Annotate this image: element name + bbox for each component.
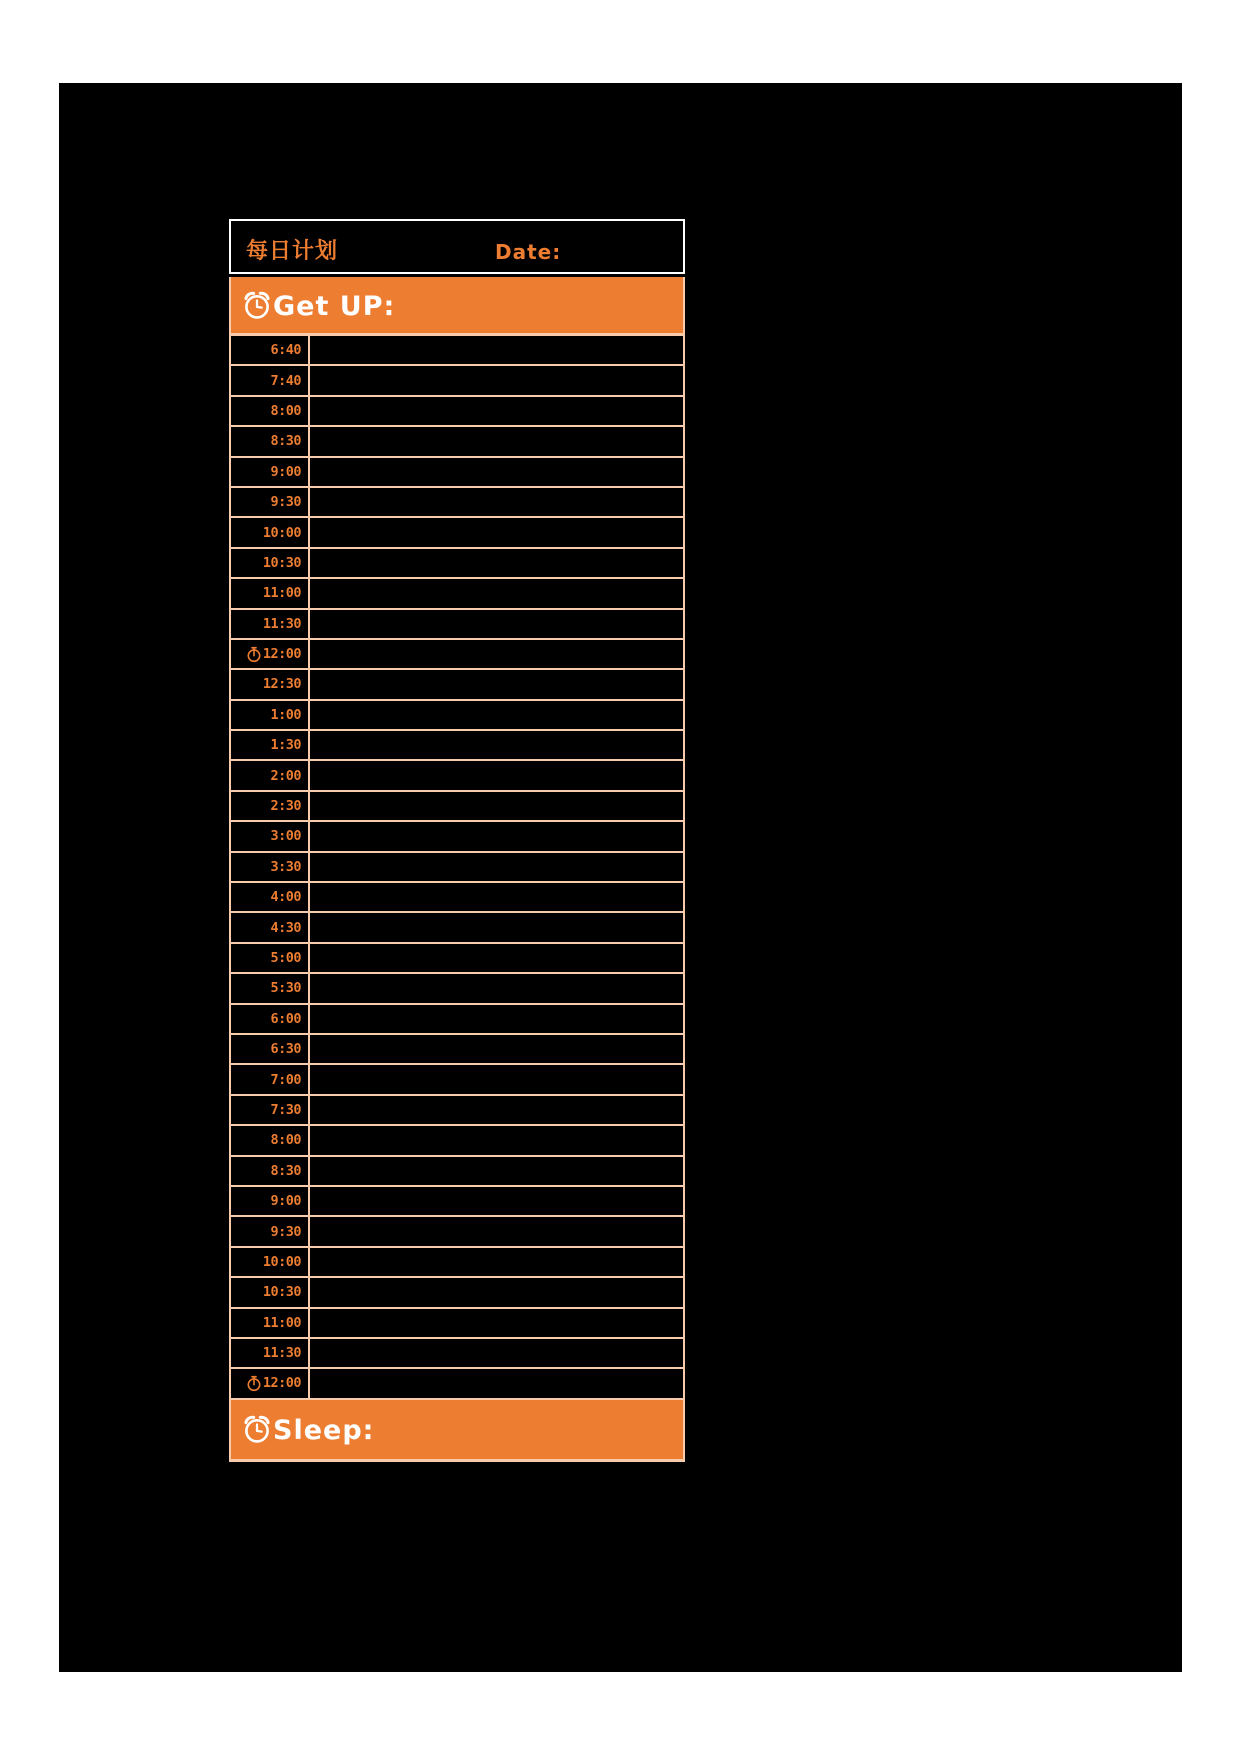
table-row xyxy=(231,610,683,640)
time-cell xyxy=(231,761,310,789)
entry-cell[interactable] xyxy=(310,427,683,455)
time-cell xyxy=(231,397,310,425)
entry-cell[interactable] xyxy=(310,397,683,425)
daily-planner xyxy=(229,219,685,1462)
time-label: 11:00 xyxy=(262,585,301,602)
sleep-label: Sleep: xyxy=(273,1414,375,1446)
time-cell xyxy=(231,853,310,881)
entry-cell[interactable] xyxy=(310,1005,683,1033)
time-label: 7:30 xyxy=(270,1101,301,1118)
time-label: 11:30 xyxy=(262,615,301,632)
table-row xyxy=(231,913,683,943)
entry-cell[interactable] xyxy=(310,731,683,759)
time-cell xyxy=(231,883,310,911)
time-label: 9:00 xyxy=(270,1193,301,1210)
table-row xyxy=(231,701,683,731)
table-row xyxy=(231,1157,683,1187)
time-cell xyxy=(231,1217,310,1245)
time-cell xyxy=(231,1096,310,1124)
table-row xyxy=(231,579,683,609)
time-cell xyxy=(231,549,310,577)
time-label: 1:00 xyxy=(270,706,301,723)
entry-cell[interactable] xyxy=(310,792,683,820)
time-cell xyxy=(231,1065,310,1093)
table-row xyxy=(231,336,683,366)
entry-cell[interactable] xyxy=(310,579,683,607)
entry-cell[interactable] xyxy=(310,1278,683,1306)
entry-cell[interactable] xyxy=(310,488,683,516)
table-row xyxy=(231,944,683,974)
time-cell xyxy=(231,488,310,516)
schedule-rows xyxy=(231,336,683,1400)
entry-cell[interactable] xyxy=(310,518,683,546)
time-label: 6:00 xyxy=(270,1010,301,1027)
time-label: 12:00 xyxy=(262,646,301,663)
entry-cell[interactable] xyxy=(310,822,683,850)
time-label: 3:00 xyxy=(270,828,301,845)
time-label: 2:00 xyxy=(270,767,301,784)
time-cell xyxy=(231,670,310,698)
table-row xyxy=(231,1278,683,1308)
entry-cell[interactable] xyxy=(310,1309,683,1337)
time-label: 8:00 xyxy=(270,1132,301,1149)
time-label: 10:00 xyxy=(262,1253,301,1270)
time-label: 10:00 xyxy=(262,524,301,541)
table-row xyxy=(231,488,683,518)
entry-cell[interactable] xyxy=(310,1217,683,1245)
time-label: 3:30 xyxy=(270,858,301,875)
time-cell xyxy=(231,1339,310,1367)
entry-cell[interactable] xyxy=(310,549,683,577)
time-cell xyxy=(231,518,310,546)
planner-header xyxy=(229,219,685,274)
time-cell xyxy=(231,458,310,486)
table-row xyxy=(231,427,683,457)
entry-cell[interactable] xyxy=(310,1065,683,1093)
time-cell xyxy=(231,792,310,820)
entry-cell[interactable] xyxy=(310,458,683,486)
table-row xyxy=(231,458,683,488)
table-row xyxy=(231,822,683,852)
time-cell xyxy=(231,366,310,394)
sleep-banner xyxy=(231,1400,683,1462)
time-cell xyxy=(231,640,310,668)
time-cell xyxy=(231,701,310,729)
entry-cell[interactable] xyxy=(310,761,683,789)
table-row xyxy=(231,1309,683,1339)
entry-cell[interactable] xyxy=(310,1157,683,1185)
time-cell xyxy=(231,1005,310,1033)
time-cell xyxy=(231,1187,310,1215)
entry-cell[interactable] xyxy=(310,1126,683,1154)
time-label: 1:30 xyxy=(270,737,301,754)
time-label: 2:30 xyxy=(270,798,301,815)
time-cell xyxy=(231,974,310,1002)
time-cell xyxy=(231,1248,310,1276)
time-label: 11:30 xyxy=(262,1345,301,1362)
table-row xyxy=(231,670,683,700)
time-label: 8:00 xyxy=(270,402,301,419)
entry-cell[interactable] xyxy=(310,1339,683,1367)
table-row xyxy=(231,974,683,1004)
table-row xyxy=(231,518,683,548)
time-label: 11:00 xyxy=(262,1314,301,1331)
time-cell xyxy=(231,1035,310,1063)
time-label: 9:30 xyxy=(270,494,301,511)
time-cell xyxy=(231,1126,310,1154)
time-cell xyxy=(231,731,310,759)
time-label: 12:00 xyxy=(262,1375,301,1392)
time-label: 7:00 xyxy=(270,1071,301,1088)
entry-cell[interactable] xyxy=(310,853,683,881)
entry-cell[interactable] xyxy=(310,1096,683,1124)
get-up-label: Get UP: xyxy=(273,290,396,322)
entry-cell[interactable] xyxy=(310,336,683,364)
table-row xyxy=(231,1187,683,1217)
time-label: 6:40 xyxy=(270,342,301,359)
entry-cell[interactable] xyxy=(310,640,683,668)
table-row xyxy=(231,549,683,579)
time-cell xyxy=(231,1309,310,1337)
entry-cell[interactable] xyxy=(310,610,683,638)
table-row xyxy=(231,883,683,913)
table-row xyxy=(231,1339,683,1369)
time-cell xyxy=(231,579,310,607)
get-up-banner xyxy=(231,277,683,336)
time-cell xyxy=(231,1157,310,1185)
time-label: 8:30 xyxy=(270,433,301,450)
alarm-clock-icon xyxy=(242,1414,272,1444)
page-title: 每日计划 xyxy=(246,239,339,264)
time-label: 6:30 xyxy=(270,1041,301,1058)
time-cell xyxy=(231,822,310,850)
time-label: 8:30 xyxy=(270,1162,301,1179)
time-cell xyxy=(231,913,310,941)
time-cell xyxy=(231,1369,310,1397)
entry-cell[interactable] xyxy=(310,670,683,698)
time-label: 4:30 xyxy=(270,919,301,936)
table-row xyxy=(231,1126,683,1156)
entry-cell[interactable] xyxy=(310,1248,683,1276)
table-row xyxy=(231,397,683,427)
time-label: 9:00 xyxy=(270,463,301,480)
table-row xyxy=(231,1369,683,1399)
table-row xyxy=(231,366,683,396)
time-cell xyxy=(231,944,310,972)
time-label: 9:30 xyxy=(270,1223,301,1240)
entry-cell[interactable] xyxy=(310,1035,683,1063)
entry-cell[interactable] xyxy=(310,944,683,972)
time-label: 5:30 xyxy=(270,980,301,997)
time-label: 10:30 xyxy=(262,1284,301,1301)
time-label: 5:00 xyxy=(270,950,301,966)
time-cell xyxy=(231,427,310,455)
table-row xyxy=(231,1248,683,1278)
time-label: 4:00 xyxy=(270,889,301,906)
date-label: Date: xyxy=(495,240,562,264)
table-row xyxy=(231,761,683,791)
stopwatch-icon xyxy=(246,1375,262,1392)
time-cell xyxy=(231,610,310,638)
entry-cell[interactable] xyxy=(310,366,683,394)
entry-cell[interactable] xyxy=(310,974,683,1002)
table-row xyxy=(231,1005,683,1035)
entry-cell[interactable] xyxy=(310,1187,683,1215)
table-row xyxy=(231,1035,683,1065)
table-row xyxy=(231,731,683,761)
schedule-block xyxy=(229,277,685,1462)
table-row xyxy=(231,1217,683,1247)
time-label: 12:30 xyxy=(262,676,301,693)
entry-cell[interactable] xyxy=(310,883,683,911)
entry-cell[interactable] xyxy=(310,701,683,729)
entry-cell[interactable] xyxy=(310,1369,683,1397)
time-cell xyxy=(231,336,310,364)
document-page xyxy=(59,83,1182,1672)
entry-cell[interactable] xyxy=(310,913,683,941)
table-row xyxy=(231,1065,683,1095)
time-label: 7:40 xyxy=(270,372,301,389)
table-row xyxy=(231,1096,683,1126)
time-cell xyxy=(231,1278,310,1306)
time-label: 10:30 xyxy=(262,554,301,571)
table-row xyxy=(231,853,683,883)
alarm-clock-icon xyxy=(242,290,272,320)
stopwatch-icon xyxy=(246,646,262,663)
table-row xyxy=(231,640,683,670)
table-row xyxy=(231,792,683,822)
